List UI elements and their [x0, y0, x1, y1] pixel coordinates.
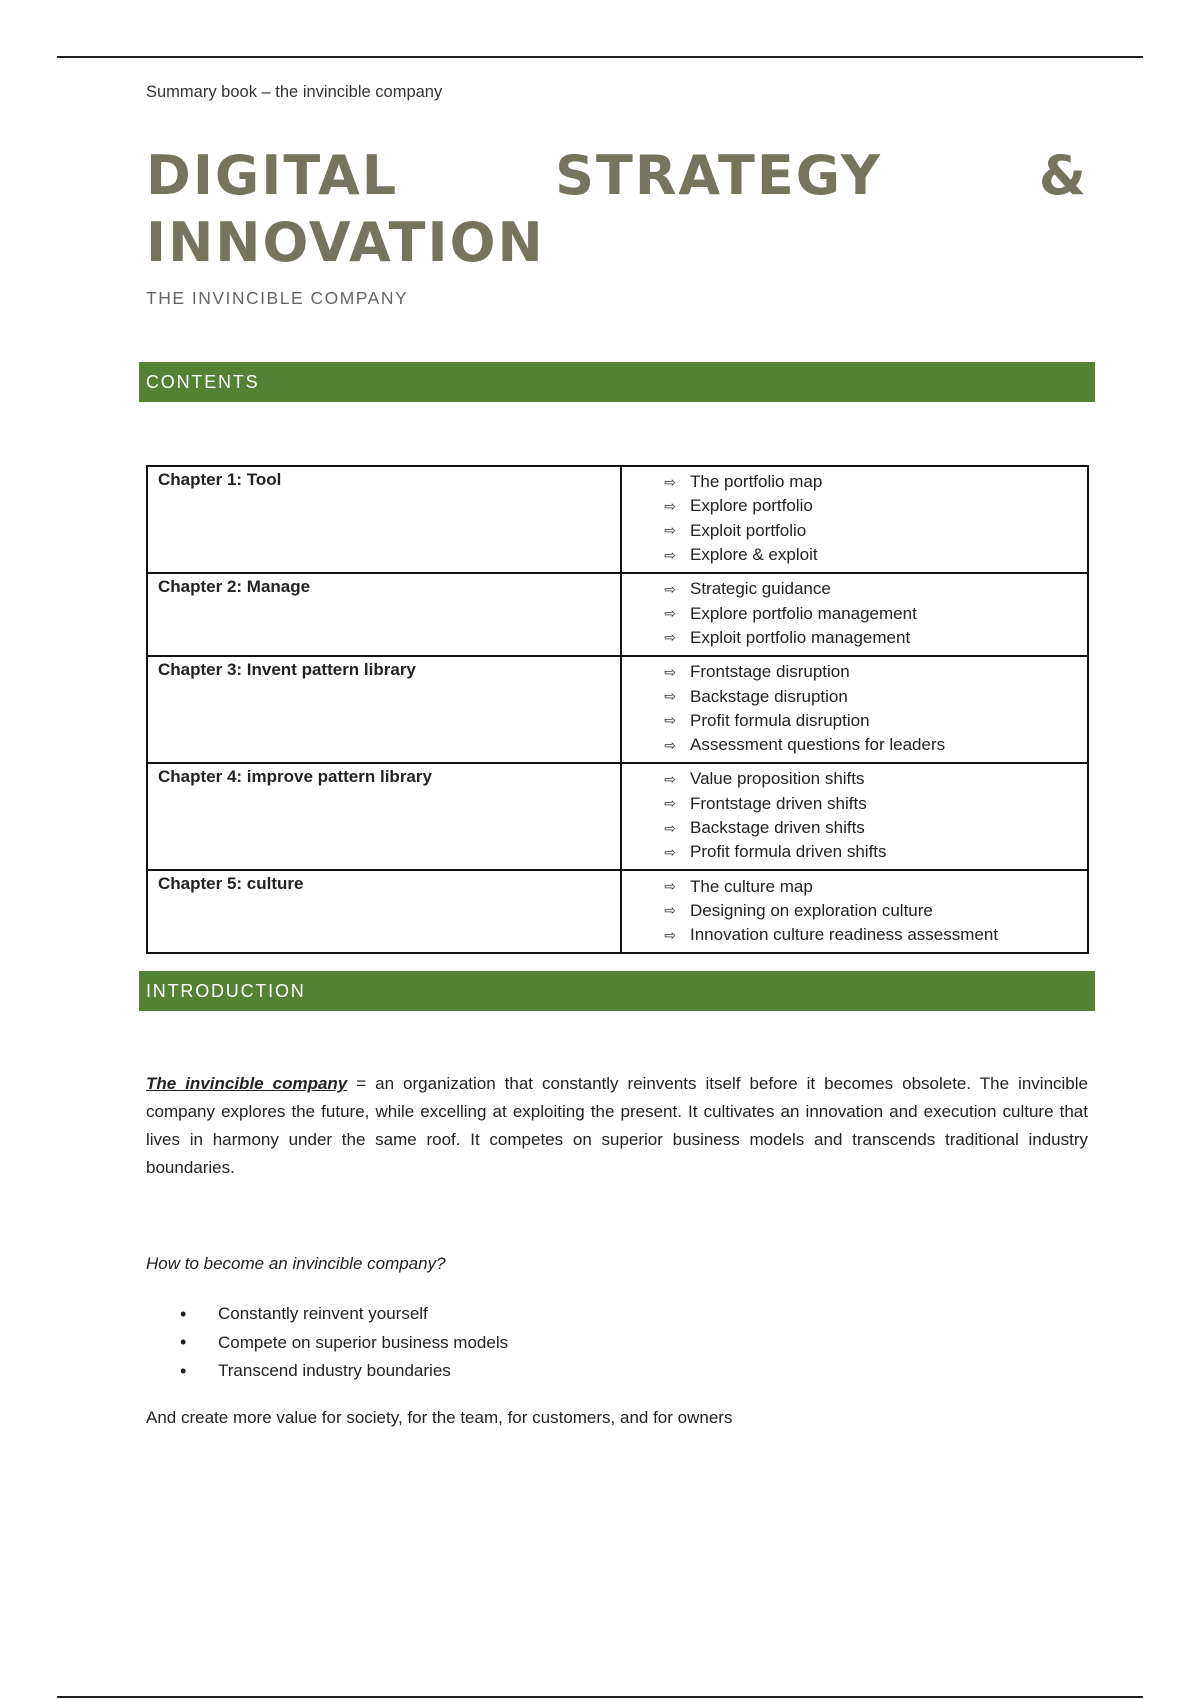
bottom-rule	[57, 1696, 1143, 1698]
list-item	[622, 767, 1077, 791]
arrow-right-icon: ⇨	[664, 770, 676, 787]
list-item	[622, 684, 1077, 708]
arrow-right-icon: ⇨	[664, 580, 676, 597]
arrow-right-icon: ⇨	[664, 712, 676, 729]
list-item	[622, 519, 1077, 543]
bullet-text: Constantly reinvent yourself	[218, 1304, 428, 1324]
topic-text: Designing on exploration culture	[690, 900, 933, 920]
chapter-title: Chapter 1: Tool	[147, 466, 621, 573]
topic-text: The culture map	[690, 876, 813, 896]
intro-question: How to become an invincible company?	[146, 1254, 446, 1273]
list-item	[622, 733, 1077, 757]
topic-text: Explore & exploit	[690, 545, 818, 565]
arrow-right-icon: ⇨	[664, 605, 676, 622]
chapter-title: Chapter 5: culture	[147, 870, 621, 953]
topic-text: The portfolio map	[690, 472, 823, 492]
arrow-right-icon: ⇨	[664, 878, 676, 895]
bullet-icon: •	[180, 1303, 187, 1324]
topic-text: Strategic guidance	[690, 579, 831, 599]
list-item	[146, 1300, 508, 1329]
chapter-title: Chapter 2: Manage	[147, 573, 621, 656]
arrow-right-icon: ⇨	[664, 736, 676, 753]
arrow-right-icon: ⇨	[664, 663, 676, 680]
list-item	[622, 601, 1077, 625]
topic-text: Assessment questions for leaders	[690, 735, 946, 755]
list-item	[622, 470, 1077, 494]
topic-text: Profit formula driven shifts	[690, 842, 887, 862]
document-header: Summary book – the invincible company	[146, 83, 443, 101]
list-item	[622, 543, 1077, 567]
arrow-right-icon: ⇨	[664, 546, 676, 563]
intro-definition: = an organization that constantly reinvents itself before it becomes obsolete. The invincible company explores the future, while excelling at exploiting the present. It cultivates an innovation and execution culture that lives in harmony under the same roof. It competes on superior business models and transcends traditional industry boundaries.	[146, 1074, 1088, 1177]
table-row	[147, 870, 1088, 953]
chapter-topics	[621, 763, 1088, 870]
table-row	[147, 573, 1088, 656]
top-rule	[57, 56, 1143, 58]
list-item	[622, 840, 1077, 864]
topic-text: Exploit portfolio	[690, 520, 807, 540]
arrow-right-icon: ⇨	[664, 629, 676, 646]
closing-sentence: And create more value for society, for the team, for customers, and for owners	[146, 1408, 733, 1427]
intro-term: The invincible company	[146, 1074, 348, 1093]
arrow-right-icon: ⇨	[664, 688, 676, 705]
topic-text: Backstage driven shifts	[690, 818, 865, 837]
topic-text: Explore portfolio management	[690, 603, 917, 623]
bullet-text: Compete on superior business models	[218, 1332, 509, 1352]
list-item	[622, 816, 1077, 840]
title-word-1: DIGITAL	[146, 144, 399, 207]
bullet-list	[146, 1300, 508, 1386]
arrow-right-icon: ⇨	[664, 819, 676, 836]
topic-text: Profit formula disruption	[690, 710, 870, 730]
table-row	[147, 656, 1088, 763]
arrow-right-icon: ⇨	[664, 843, 676, 860]
list-item	[622, 660, 1077, 684]
list-item	[622, 792, 1077, 816]
chapter-topics	[621, 573, 1088, 656]
list-item	[622, 923, 1077, 947]
list-item	[622, 899, 1077, 923]
bullet-icon: •	[180, 1360, 187, 1381]
title-word-3: &	[1038, 144, 1088, 207]
document-title	[146, 142, 1088, 276]
arrow-right-icon: ⇨	[664, 497, 676, 514]
chapter-title: Chapter 4: improve pattern library	[147, 763, 621, 870]
topic-text: Value proposition shifts	[690, 769, 865, 789]
bullet-icon: •	[180, 1332, 187, 1353]
bullet-text: Transcend industry boundaries	[218, 1361, 451, 1381]
list-item	[146, 1329, 508, 1358]
arrow-right-icon: ⇨	[664, 926, 676, 943]
chapter-topics	[621, 870, 1088, 953]
list-item	[622, 874, 1077, 898]
introduction-heading: INTRODUCTION	[139, 971, 1095, 1011]
arrow-right-icon: ⇨	[664, 795, 676, 812]
topic-text: Explore portfolio	[690, 496, 813, 516]
arrow-right-icon: ⇨	[664, 473, 676, 490]
topic-text: Innovation culture readiness assessment	[690, 925, 999, 945]
list-item	[622, 626, 1077, 650]
chapter-topics	[621, 656, 1088, 763]
arrow-right-icon: ⇨	[664, 902, 676, 919]
contents-table	[146, 465, 1089, 954]
list-item	[622, 709, 1077, 733]
topic-text: Exploit portfolio management	[690, 627, 911, 647]
list-item	[622, 494, 1077, 518]
topic-text: Backstage disruption	[690, 686, 848, 706]
list-item	[622, 577, 1077, 601]
chapter-title: Chapter 3: Invent pattern library	[147, 656, 621, 763]
table-row	[147, 763, 1088, 870]
table-row	[147, 466, 1088, 573]
topic-text: Frontstage disruption	[690, 662, 850, 682]
intro-paragraph	[146, 1070, 1088, 1182]
contents-heading: CONTENTS	[139, 362, 1095, 402]
chapter-topics	[621, 466, 1088, 573]
document-subtitle: THE INVINCIBLE COMPANY	[146, 288, 409, 308]
title-word-2: STRATEGY	[555, 144, 882, 207]
topic-text: Frontstage driven shifts	[690, 793, 867, 813]
title-line-2: INNOVATION	[146, 211, 545, 274]
list-item	[146, 1357, 508, 1386]
arrow-right-icon: ⇨	[664, 522, 676, 539]
